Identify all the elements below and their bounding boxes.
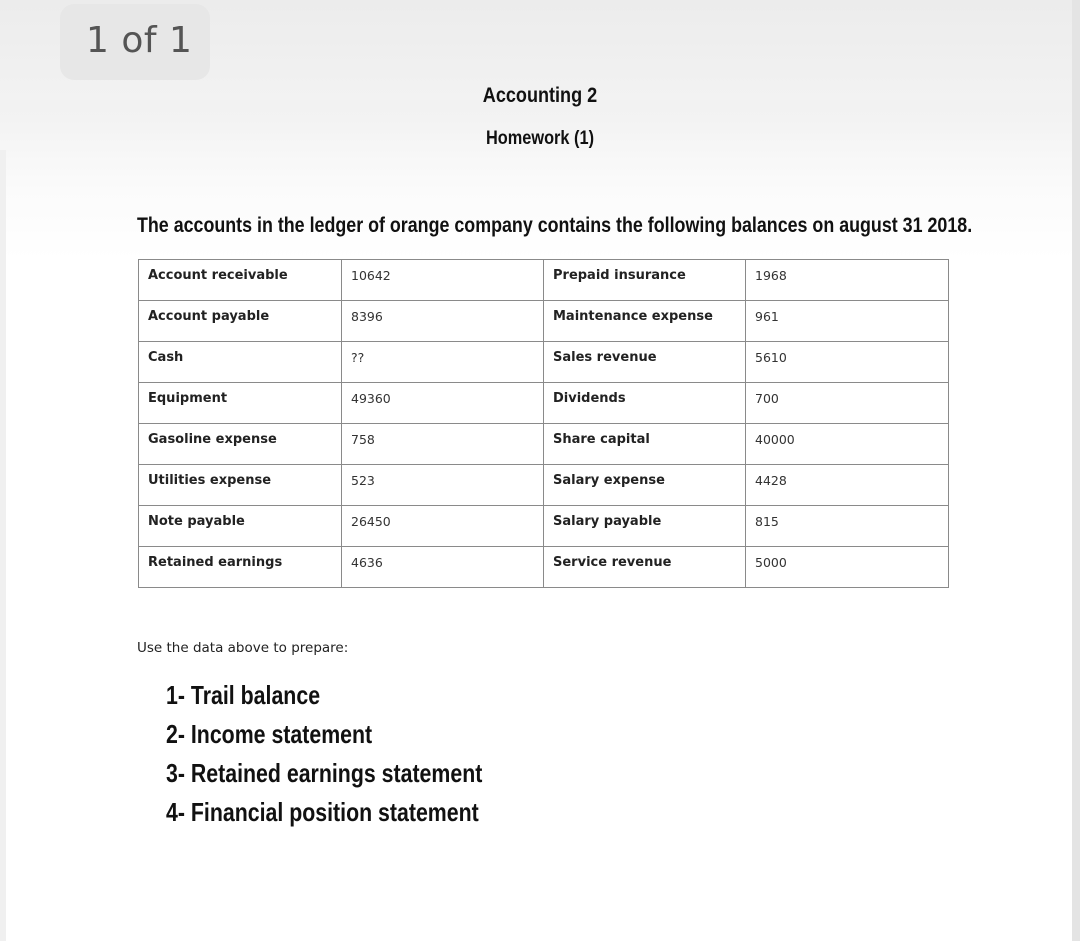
left-account-value: 26450 bbox=[342, 506, 544, 547]
table-row bbox=[139, 260, 949, 301]
left-account-name: Gasoline expense bbox=[139, 424, 342, 465]
table-row bbox=[139, 506, 949, 547]
left-account-value: 758 bbox=[342, 424, 544, 465]
list-item: 1- Trail balance bbox=[166, 680, 321, 710]
left-account-name: Account payable bbox=[139, 301, 342, 342]
list-item: 2- Income statement bbox=[166, 719, 373, 749]
right-account-value: 961 bbox=[746, 301, 949, 342]
page-left-edge bbox=[0, 150, 6, 941]
list-item: 3- Retained earnings statement bbox=[166, 758, 483, 788]
left-account-name: Account receivable bbox=[139, 260, 342, 301]
right-account-name: Share capital bbox=[544, 424, 746, 465]
right-account-value: 4428 bbox=[746, 465, 949, 506]
table-row bbox=[139, 342, 949, 383]
left-account-value: 8396 bbox=[342, 301, 544, 342]
left-account-value: 4636 bbox=[342, 547, 544, 588]
right-account-value: 1968 bbox=[746, 260, 949, 301]
right-account-value: 5000 bbox=[746, 547, 949, 588]
table-row bbox=[139, 424, 949, 465]
left-account-name: Equipment bbox=[139, 383, 342, 424]
right-account-name: Maintenance expense bbox=[544, 301, 746, 342]
right-account-value: 5610 bbox=[746, 342, 949, 383]
table-row bbox=[139, 383, 949, 424]
viewer-scrollbar-track[interactable] bbox=[1072, 0, 1080, 941]
right-account-value: 700 bbox=[746, 383, 949, 424]
left-account-value: 49360 bbox=[342, 383, 544, 424]
list-item: 4- Financial position statement bbox=[166, 797, 479, 827]
left-account-value: ?? bbox=[342, 342, 544, 383]
left-account-value: 523 bbox=[342, 465, 544, 506]
table-row bbox=[139, 465, 949, 506]
ledger-table bbox=[138, 259, 949, 588]
right-account-value: 815 bbox=[746, 506, 949, 547]
document-subtitle: Homework (1) bbox=[485, 128, 595, 149]
document-title: Accounting 2 bbox=[482, 84, 598, 107]
right-account-name: Prepaid insurance bbox=[544, 260, 746, 301]
prepare-instruction: Use the data above to prepare: bbox=[137, 640, 349, 656]
right-account-name: Salary expense bbox=[544, 465, 746, 506]
task-list bbox=[166, 676, 482, 832]
right-account-value: 40000 bbox=[746, 424, 949, 465]
left-account-value: 10642 bbox=[342, 260, 544, 301]
right-account-name: Dividends bbox=[544, 383, 746, 424]
right-account-name: Service revenue bbox=[544, 547, 746, 588]
left-account-name: Retained earnings bbox=[139, 547, 342, 588]
intro-paragraph: The accounts in the ledger of orange company contains the following balances on august 31 2018. bbox=[137, 214, 973, 237]
right-account-name: Salary payable bbox=[544, 506, 746, 547]
left-account-name: Utilities expense bbox=[139, 465, 342, 506]
left-account-name: Cash bbox=[139, 342, 342, 383]
table-row bbox=[139, 547, 949, 588]
right-account-name: Sales revenue bbox=[544, 342, 746, 383]
page-indicator: 1 of 1 bbox=[60, 4, 210, 80]
left-account-name: Note payable bbox=[139, 506, 342, 547]
table-row bbox=[139, 301, 949, 342]
